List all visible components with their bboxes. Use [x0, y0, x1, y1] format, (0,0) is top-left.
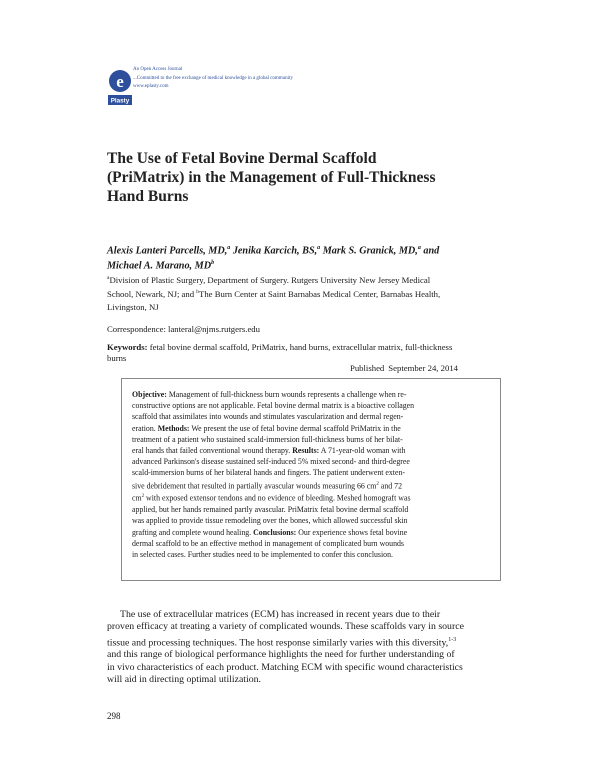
text-run: and 72: [378, 481, 402, 491]
eplasty-logo-icon: [108, 66, 132, 108]
superscript: a: [317, 245, 321, 251]
text-run: will aid in directing optimal utilization.: [107, 674, 261, 686]
text-run: The use of extracellular matrices (ECM) has increased in recent years due to their: [120, 609, 441, 620]
text-run: and this range of biological performance highlights the need for further understanding of: [107, 649, 455, 661]
journal-tagline: [133, 66, 293, 92]
body-line-3: [107, 634, 507, 650]
body-line-6: [107, 674, 507, 686]
keywords: [107, 342, 507, 364]
abstract-line-14: [132, 538, 492, 549]
author-line-1: [107, 242, 507, 257]
text-run: and: [420, 245, 440, 257]
text-run: advanced Parkinson's disease sustained self-induced 5% mixed second- and third-degree: [132, 457, 410, 467]
text-run: We present the use of fetal bovine dermal scaffold PriMatrix in the: [189, 423, 401, 433]
section-label: Results:: [292, 446, 320, 456]
abstract-line-10: [132, 491, 492, 504]
text-run: Our experience shows fetal bovine: [296, 527, 408, 537]
text-run: in vivo characteristics of each product. Matching ECM with specific wound characteristics: [107, 661, 463, 673]
text-run: applied, but her hands remained partly avascular. PriMatrix fetal bovine dermal scaffold: [132, 505, 409, 515]
section-label: Objective:: [132, 390, 167, 399]
text-run: eration.: [132, 423, 158, 433]
affiliation-line-1: [107, 272, 503, 286]
affiliations: [107, 272, 503, 313]
article-title: [107, 149, 507, 206]
section-label: Conclusions:: [253, 527, 297, 537]
abstract-line-2: [132, 400, 492, 411]
keywords-line-1: [107, 342, 507, 353]
svg-text:Plasty: Plasty: [110, 97, 130, 105]
abstract-line-8: [132, 467, 492, 478]
abstract-line-9: [132, 479, 492, 492]
text-run: was applied to provide tissue remodeling over the bones, which allowed successful skin: [132, 516, 408, 526]
text-run: cm: [132, 494, 142, 504]
abstract-line-6: [132, 445, 492, 456]
superscript: 2: [376, 481, 379, 487]
text-run: Mark S. Granick, MD,: [320, 245, 418, 257]
text-run: School, Newark, NJ; and: [107, 289, 197, 300]
text-run: constructive options are not applicable. Fetal bovine dermal matrix is a bioactive collagen: [132, 401, 415, 411]
title-line-2: (PriMatrix) in the Management of Full-Thickness: [107, 169, 436, 186]
superscript: 2: [141, 494, 145, 500]
text-run: proven efficacy at treating a variety of complicated wounds. These scaffolds vary in source: [107, 621, 464, 633]
journal-type: An Open Access Journal: [133, 67, 183, 72]
journal-motto: ...Committed to the free exchange of medical knowledge in a global community: [133, 75, 293, 81]
keywords-text-1: fetal bovine dermal scaffold, PriMatrix, hand burns, extracellular matrix, full-thickness: [147, 342, 453, 352]
abstract-line-7: [132, 456, 492, 467]
body-paragraph: [107, 609, 507, 687]
text-run: eral hands that failed conventional wound therapy.: [132, 446, 293, 456]
correspondence: Correspondence: lanteral@njms.rutgers.edu: [107, 324, 260, 334]
published-label: Published: [350, 363, 385, 373]
text-run: Livingston, NJ: [107, 301, 159, 312]
text-run: in selected cases. Further studies need to be implemented to confer this conclusion.: [132, 550, 393, 560]
abstract-line-4: [132, 423, 492, 434]
text-run: with exposed extensor tendons and no evidence of bleeding. Meshed homograft was: [144, 494, 411, 504]
body-line-1: [107, 609, 507, 621]
text-run: Jenika Karcich, BS,: [230, 245, 318, 257]
abstract-line-5: [132, 434, 492, 445]
title-line-1: The Use of Fetal Bovine Dermal Scaffold: [107, 150, 377, 167]
text-run: Michael A. Marano, MD: [107, 260, 212, 272]
superscript: b: [211, 260, 215, 267]
text-run: tissue and processing techniques. The host response similarly varies with this diversity,: [107, 637, 449, 649]
affiliation-line-3: [107, 301, 503, 313]
text-run: Alexis Lanteri Parcells, MD,: [107, 245, 228, 257]
abstract-line-12: [132, 515, 492, 526]
svg-text:e: e: [116, 72, 124, 91]
text-run: The Burn Center at Saint Barnabas Medical Center, Barnabas Health,: [199, 289, 441, 300]
superscript: a: [417, 245, 421, 251]
body-line-4: [107, 649, 507, 661]
published-value: September 24, 2014: [388, 363, 459, 373]
text-run: Management of full-thickness burn wounds represents a challenge when re-: [166, 390, 407, 399]
superscript: 1-3: [448, 636, 457, 643]
superscript: a: [107, 275, 110, 281]
author-list: [107, 242, 507, 273]
text-run: scald-immersion burns of her bilateral hands and fingers. The patient underwent exten-: [132, 468, 405, 478]
abstract-line-3: [132, 411, 492, 422]
abstract-line-1: [132, 389, 492, 400]
section-label: Methods:: [157, 423, 190, 433]
text-run: Division of Plastic Surgery, Department of Surgery. Rutgers University New Jersey Medical: [109, 274, 431, 285]
abstract-line-13: [132, 527, 492, 538]
text-run: scaffold that assimilates into wounds and stimulates vascularization and dermal regen-: [132, 412, 404, 422]
journal-website[interactable]: www.eplasty.com: [133, 84, 169, 89]
keywords-label: Keywords:: [107, 342, 148, 352]
affiliation-line-2: [107, 286, 503, 300]
title-line-3: Hand Burns: [107, 188, 189, 205]
text-run: treatment of a patient who sustained scald-immersion full-thickness burns of her bilat-: [132, 434, 403, 444]
superscript: b: [196, 289, 200, 296]
body-line-5: [107, 662, 507, 674]
abstract-line-15: [132, 549, 492, 560]
text-run: A 71-year-old woman with: [319, 446, 406, 456]
text-run: grafting and complete wound healing.: [132, 527, 254, 537]
text-run: sive debridement that resulted in partially avascular wounds measuring 66 cm: [132, 481, 377, 491]
superscript: a: [227, 245, 231, 251]
body-line-2: [107, 621, 507, 633]
published-date: [350, 363, 458, 373]
abstract-line-11: [132, 504, 492, 515]
page-number: 298: [107, 711, 121, 721]
abstract: [132, 389, 492, 560]
keywords-text-2: burns: [107, 353, 127, 363]
author-line-2: [107, 257, 507, 272]
text-run: dermal scaffold to be an effective method in management of complicated burn wounds: [132, 538, 404, 548]
